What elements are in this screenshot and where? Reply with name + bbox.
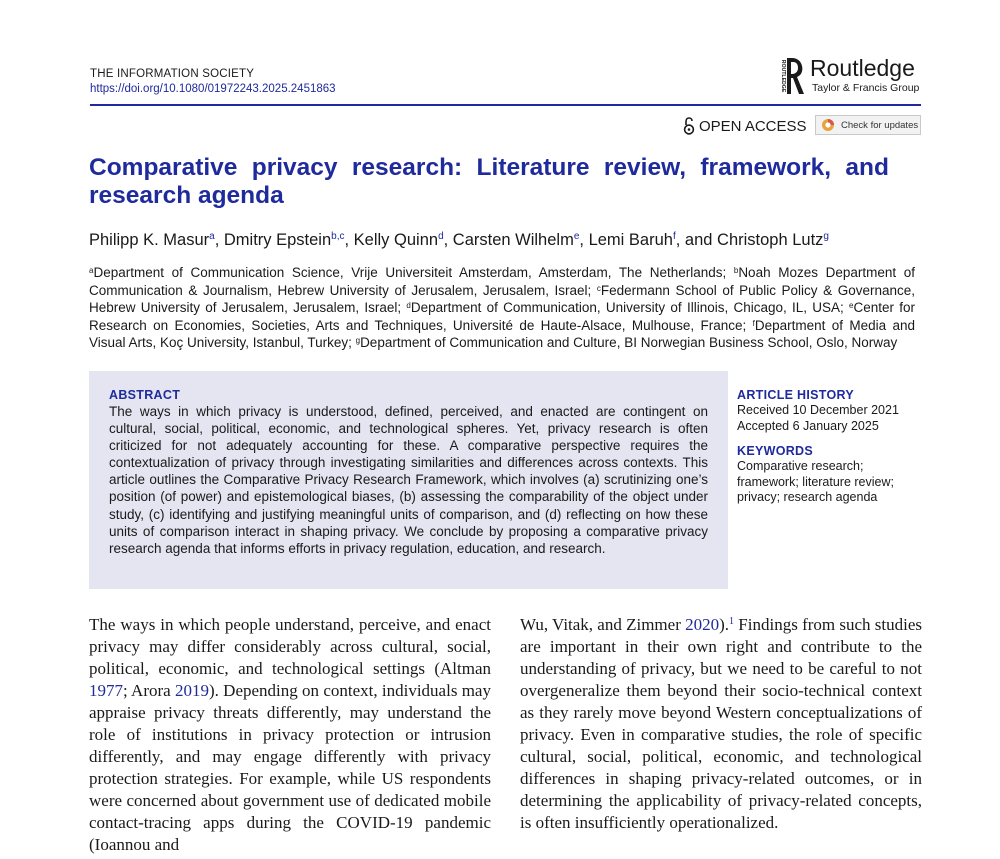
- body-text: Wu, Vitak, and Zimmer: [520, 615, 686, 634]
- affiliation-marker: c: [596, 283, 601, 293]
- body-column-right: [520, 614, 922, 834]
- publisher-name: Routledge: [810, 55, 915, 81]
- check-for-updates-button[interactable]: [815, 115, 921, 135]
- body-text: ).: [719, 615, 730, 634]
- author-affiliation-marker[interactable]: b,c: [331, 231, 345, 242]
- keyword-line: framework; literature review;: [737, 474, 894, 489]
- body-text: The ways in which people understand, perceive, and enact privacy may differ considerably across cultural, social, political, economic, and technological settings (Altman: [89, 615, 491, 678]
- author-affiliation-marker[interactable]: g: [823, 231, 829, 242]
- footnote-ref[interactable]: 1: [729, 616, 735, 627]
- author-name: Philipp K. Masur: [89, 231, 210, 249]
- keyword-line: privacy; research agenda: [737, 490, 878, 504]
- citation-link[interactable]: 2020: [685, 615, 720, 634]
- citation-link[interactable]: 2019: [174, 681, 209, 700]
- author-affiliation-marker[interactable]: e: [573, 231, 580, 242]
- abstract-heading: ABSTRACT: [109, 388, 181, 402]
- author-name: Lemi Baruh: [588, 231, 673, 249]
- author-name: Dmitry Epstein: [223, 231, 332, 249]
- open-access-label: OPEN ACCESS: [699, 117, 807, 135]
- author-name: Christoph Lutz: [717, 231, 824, 249]
- open-lock-icon: [683, 117, 695, 135]
- keyword-line: Comparative research;: [737, 459, 864, 473]
- affiliation-text: Department of Media and Visual Arts, Koç University, Istanbul, Turkey;: [89, 317, 915, 350]
- author-name: Carsten Wilhelm: [452, 231, 574, 249]
- affiliation-marker: g: [355, 336, 361, 345]
- abstract-box: [89, 371, 728, 589]
- abstract-text: The ways in which privacy is understood, defined, perceived, and enacted are contingent on cultural, social, political, economic, and technological spheres. Yet, privacy research is often criticized for not adequately accounting for these. A comparative perspective requires the contextualization of privacy through investigating similarities and differences across contexts. This article outlines the Comparative Privacy Research Framework, which involves (a) scrutinizing one’s position (of power) and epistemological biases, (b) assessing the comparability of the object under study, (c) identifying and justifying meaningful units of comparison, and (d) reflecting on how these units of comparison interact in shaping privacy. We conclude by proposing a comparative privacy research agenda that informs efforts in privacy regulation, education, and research.: [109, 404, 708, 556]
- affiliation-text: Federmann School of Public Policy & Governance, Hebrew University of Jerusalem, Jerusalem, Israel;: [89, 282, 915, 315]
- affiliation-marker: f: [752, 318, 755, 328]
- check-updates-label: Check for updates: [841, 119, 919, 131]
- affiliation-text: Department of Communication Science, Vrije Universiteit Amsterdam, Amsterdam, The Netherlands;: [93, 265, 734, 280]
- affiliation-text: Department of Communication, University of Illinois, Chicago, IL, USA;: [410, 300, 850, 315]
- received-date: Received 10 December 2021: [737, 403, 899, 417]
- body-column-left: [89, 614, 491, 856]
- article-title: Comparative privacy research: Literature review, framework, and research agenda: [89, 154, 889, 209]
- affiliations: [89, 264, 915, 352]
- affiliation-marker: d: [406, 301, 411, 310]
- author-affiliation-marker[interactable]: f: [672, 231, 676, 242]
- affiliation-marker: a: [89, 266, 94, 275]
- open-access-badge: [683, 117, 807, 135]
- affiliation-text: Department of Communication and Culture, BI Norwegian Business School, Oslo, Norway: [360, 335, 898, 350]
- body-text: ). Depending on context, individuals may appraise privacy threats differently, may understand the role of institutions in privacy protection or intrusion differently, and may engage differently with privacy protection strategies. For example, while US respondents were concerned about government use of dedicated mobile contact-tracing apps during the COVID-19 pandemic (Ioannou and: [89, 681, 491, 854]
- body-text: ; Arora: [123, 681, 175, 700]
- doi-link[interactable]: https://doi.org/10.1080/01972243.2025.2451863: [90, 83, 336, 95]
- publisher-logo[interactable]: [776, 55, 922, 97]
- body-text: Findings from such studies are important in their own right and contribute to the understanding of privacy, but we need to be careful to not overgeneralize them beyond their socio-technical context as they rarely move beyond Western conceptualizations of privacy. Even in comparative studies, the role of specific cultural, social, political, economic, and technological differences in shaping privacy-related outcomes, or in determining the applicability of privacy-related concepts, is often insufficiently operationalized.: [520, 615, 922, 832]
- check-updates-icon: [821, 118, 835, 132]
- affiliation-text: Center for Research on Economies, Societies, Arts and Techniques, Université de Haute-Alsace, Mulhouse, France;: [89, 300, 915, 333]
- accepted-date: Accepted 6 January 2025: [737, 418, 879, 433]
- affiliation-text: Noah Mozes Department of Communication & Journalism, Hebrew University of Jerusalem, Jerusalem, Israel;: [89, 265, 915, 298]
- keywords-heading: KEYWORDS: [737, 444, 814, 458]
- article-history: [737, 387, 917, 434]
- publisher-subtitle: Taylor & Francis Group: [812, 82, 920, 94]
- publisher-mark-text: ROUTLEDGE: [780, 59, 786, 93]
- header-rule: [90, 104, 921, 106]
- routledge-logo-icon: [776, 55, 806, 97]
- author-list: Philipp K. Masur$^a$, Dmitry Epstein$^{b,c}$, Kelly Quinn$^d$, Carsten Wilhelm$^e$, Lemi Baruh$^f$, and Christoph Lutz$^g$: [89, 231, 829, 249]
- keywords: [737, 443, 917, 506]
- journal-name: THE INFORMATION SOCIETY: [90, 68, 255, 80]
- citation-link[interactable]: 1977: [89, 681, 123, 700]
- article-history-heading: ARTICLE HISTORY: [737, 388, 855, 402]
- affiliation-marker: e: [849, 301, 854, 310]
- affiliation-marker: b: [733, 266, 739, 275]
- author-name: Kelly Quinn: [353, 231, 439, 249]
- author-affiliation-marker[interactable]: d: [438, 231, 444, 242]
- author-affiliation-marker[interactable]: a: [209, 231, 215, 242]
